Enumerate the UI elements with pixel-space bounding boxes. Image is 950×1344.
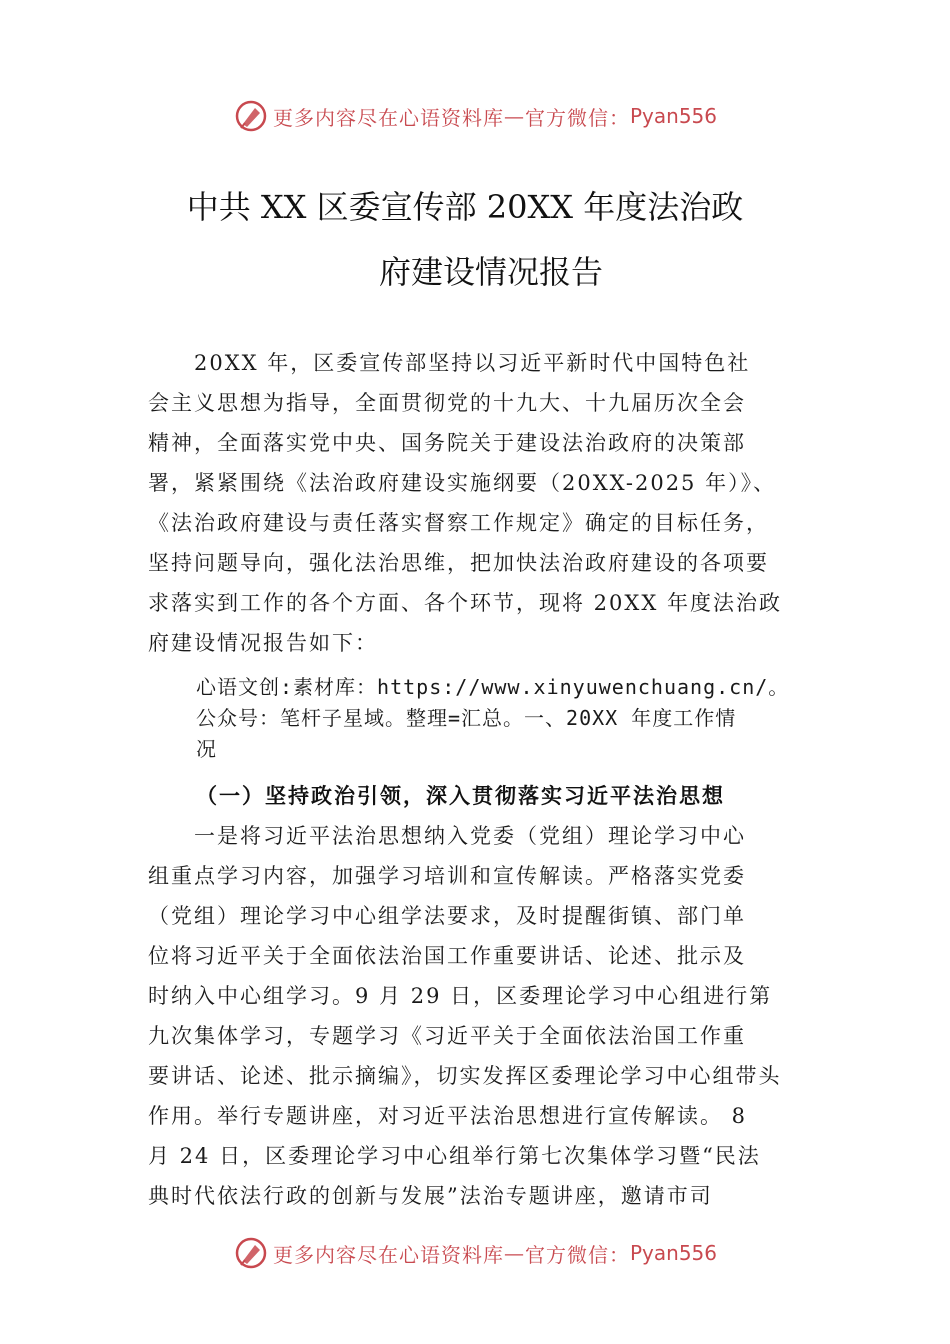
text-line: （党组）理论学习中心组学法要求，及时提醒街镇、部门单 xyxy=(148,904,746,928)
pen-nib-logo-icon xyxy=(233,98,269,134)
text-line: 要讲话、论述、批示摘编》，切实发挥区委理论学习中心组带头 xyxy=(148,1064,782,1088)
note-line: 况 xyxy=(196,737,217,761)
text-line: 一是将习近平法治思想纳入党委（党组）理论学习中心 xyxy=(194,824,746,848)
text-line: 位将习近平关于全面依法治国工作重要讲话、论述、批示及 xyxy=(148,944,746,968)
text-line: 时纳入中心组学习。9 月 29 日，区委理论学习中心组进行第 xyxy=(148,984,773,1008)
text-line: 会主义思想为指导，全面贯彻党的十九大、十九届历次全会 xyxy=(148,391,746,415)
text-line: 九次集体学习，专题学习《习近平关于全面依法治国工作重 xyxy=(148,1024,746,1048)
document-title-line-1: 中共 XX 区委宣传部 20XX 年度法治政 xyxy=(186,188,744,226)
document-title-line-2: 府建设情况报告 xyxy=(378,253,603,291)
section-paragraph xyxy=(148,816,838,1216)
banner-text: 更多内容尽在心语资料库 xyxy=(272,105,504,130)
text-line: 20XX 年，区委宣传部坚持以习近平新时代中国特色社 xyxy=(194,351,751,375)
banner-dash: — xyxy=(503,104,525,128)
note-line: 心语文创:素材库：https://www.xinyuwenchuang.cn/。 xyxy=(196,675,790,699)
source-note xyxy=(196,672,846,765)
banner-dash: — xyxy=(503,1241,525,1265)
text-line: 府建设情况报告如下： xyxy=(148,631,378,655)
text-line: 组重点学习内容，加强学习培训和宣传解读。严格落实党委 xyxy=(148,864,746,888)
pen-nib-logo-icon xyxy=(233,1235,269,1271)
intro-paragraph xyxy=(148,343,838,663)
text-line: 坚持问题导向，强化法治思维，把加快法治政府建设的各项要 xyxy=(148,551,769,575)
footer-banner xyxy=(0,1233,950,1273)
text-line: 求落实到工作的各个方面、各个环节，现将 20XX 年度法治政 xyxy=(148,591,782,615)
text-line: 月 24 日，区委理论学习中心组举行第七次集体学习暨“民法 xyxy=(148,1144,761,1168)
text-line: 作用。举行专题讲座，对习近平法治思想进行宣传解读。 8 xyxy=(148,1104,748,1128)
text-line: 署，紧紧围绕《法治政府建设实施纲要（20XX-2025 年）》、 xyxy=(148,471,777,495)
text-line: 典时代依法行政的创新与发展”法治专题讲座，邀请市司 xyxy=(148,1184,713,1208)
banner-handle: Pyan556 xyxy=(629,104,717,128)
section-heading-1: （一）坚持政治引领，深入贯彻落实习近平法治思想 xyxy=(196,783,725,808)
text-line: 《法治政府建设与责任落实督察工作规定》确定的目标任务， xyxy=(148,511,769,535)
note-line: 公众号：笔杆子星域。整理=汇总。一、20XX 年度工作情 xyxy=(196,706,737,730)
banner-label: 官方微信： xyxy=(524,1242,630,1267)
text-line: 精神，全面落实党中央、国务院关于建设法治政府的决策部 xyxy=(148,431,746,455)
banner-text: 更多内容尽在心语资料库 xyxy=(272,1242,504,1267)
banner-label: 官方微信： xyxy=(524,105,630,130)
header-banner xyxy=(0,96,950,136)
banner-handle: Pyan556 xyxy=(629,1241,717,1265)
